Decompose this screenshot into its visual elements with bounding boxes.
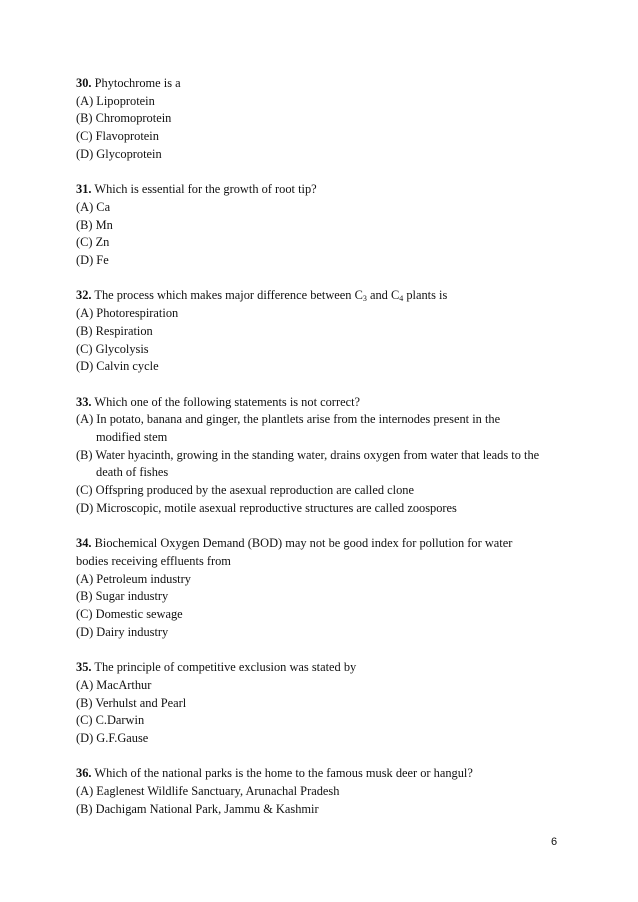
question-text-part: and C bbox=[366, 288, 400, 303]
question-stem bbox=[76, 287, 576, 305]
option-a-continuation: modified stem bbox=[96, 430, 168, 445]
question-text: Which of the national parks is the home to the famous musk deer or hangul? bbox=[94, 766, 473, 781]
option-a: (A) In potato, banana and ginger, the plantlets arise from the internodes present in the bbox=[76, 412, 501, 427]
question-text: Which is essential for the growth of root tip? bbox=[94, 182, 317, 197]
question-text: Phytochrome is a bbox=[94, 76, 181, 90]
option-c: (C) Glycolysis bbox=[76, 341, 149, 356]
option-c: (C) Flavoprotein bbox=[76, 129, 159, 144]
option-d: (D) Dairy industry bbox=[76, 624, 169, 639]
question-text: Biochemical Oxygen Demand (BOD) may not be good index for pollution for water bbox=[94, 536, 513, 551]
question-number: 35. bbox=[76, 660, 92, 675]
question-stem bbox=[76, 181, 576, 199]
question-35 bbox=[76, 659, 576, 748]
option-b-continuation: death of fishes bbox=[96, 465, 169, 480]
page-number: 6 bbox=[551, 836, 558, 848]
option-b: (B) Respiration bbox=[76, 323, 153, 338]
question-number: 34. bbox=[76, 536, 92, 551]
option-a: (A) Eaglenest Wildlife Sanctuary, Arunachal Pradesh bbox=[76, 784, 340, 799]
option-d: (D) G.F.Gause bbox=[76, 730, 149, 745]
question-text-continuation: bodies receiving effluents from bbox=[76, 553, 231, 568]
subscript-3: 3 bbox=[362, 294, 367, 304]
option-c: (C) Zn bbox=[76, 235, 110, 250]
question-number: 33. bbox=[76, 394, 92, 409]
question-number: 31. bbox=[76, 182, 92, 197]
question-stem bbox=[76, 659, 576, 677]
option-b: (B) Mn bbox=[76, 217, 113, 232]
question-stem bbox=[76, 535, 576, 553]
option-d: (D) Microscopic, motile asexual reproductive structures are called zoospores bbox=[76, 500, 457, 515]
question-text-part: plants is bbox=[403, 288, 448, 303]
question-number: 32. bbox=[76, 288, 92, 303]
option-d: (D) Glycoprotein bbox=[76, 146, 162, 161]
question-33 bbox=[76, 394, 576, 518]
option-a: (A) Petroleum industry bbox=[76, 571, 191, 586]
question-34 bbox=[76, 535, 576, 641]
question-text bbox=[94, 288, 447, 302]
option-d: (D) Fe bbox=[76, 253, 109, 268]
option-a: (A) MacArthur bbox=[76, 677, 152, 692]
option-a: (A) Ca bbox=[76, 199, 111, 214]
option-d: (D) Calvin cycle bbox=[76, 359, 159, 374]
option-b: (B) Water hyacinth, growing in the standing water, drains oxygen from water that leads to the bbox=[76, 447, 540, 462]
subscript-4: 4 bbox=[399, 294, 404, 304]
question-30 bbox=[76, 75, 576, 164]
question-number: 30. bbox=[76, 76, 92, 90]
question-32 bbox=[76, 287, 576, 376]
question-stem bbox=[76, 765, 576, 783]
question-text-part: The process which makes major difference between C bbox=[94, 288, 363, 303]
option-b: (B) Dachigam National Park, Jammu & Kashmir bbox=[76, 801, 319, 816]
question-36 bbox=[76, 765, 576, 818]
question-number: 36. bbox=[76, 766, 92, 781]
option-a: (A) Lipoprotein bbox=[76, 93, 155, 108]
option-a: (A) Photorespiration bbox=[76, 306, 179, 321]
document-page bbox=[76, 75, 576, 836]
option-c: (C) Offspring produced by the asexual reproduction are called clone bbox=[76, 483, 414, 498]
question-text: Which one of the following statements is not correct? bbox=[94, 394, 361, 409]
option-c: (C) Domestic sewage bbox=[76, 607, 183, 622]
question-31 bbox=[76, 181, 576, 270]
option-b: (B) Chromoprotein bbox=[76, 111, 172, 126]
question-stem bbox=[76, 75, 576, 93]
option-c: (C) C.Darwin bbox=[76, 713, 145, 728]
question-text: The principle of competitive exclusion was stated by bbox=[94, 660, 357, 675]
option-b: (B) Sugar industry bbox=[76, 589, 169, 604]
option-b: (B) Verhulst and Pearl bbox=[76, 695, 187, 710]
question-stem bbox=[76, 394, 576, 412]
